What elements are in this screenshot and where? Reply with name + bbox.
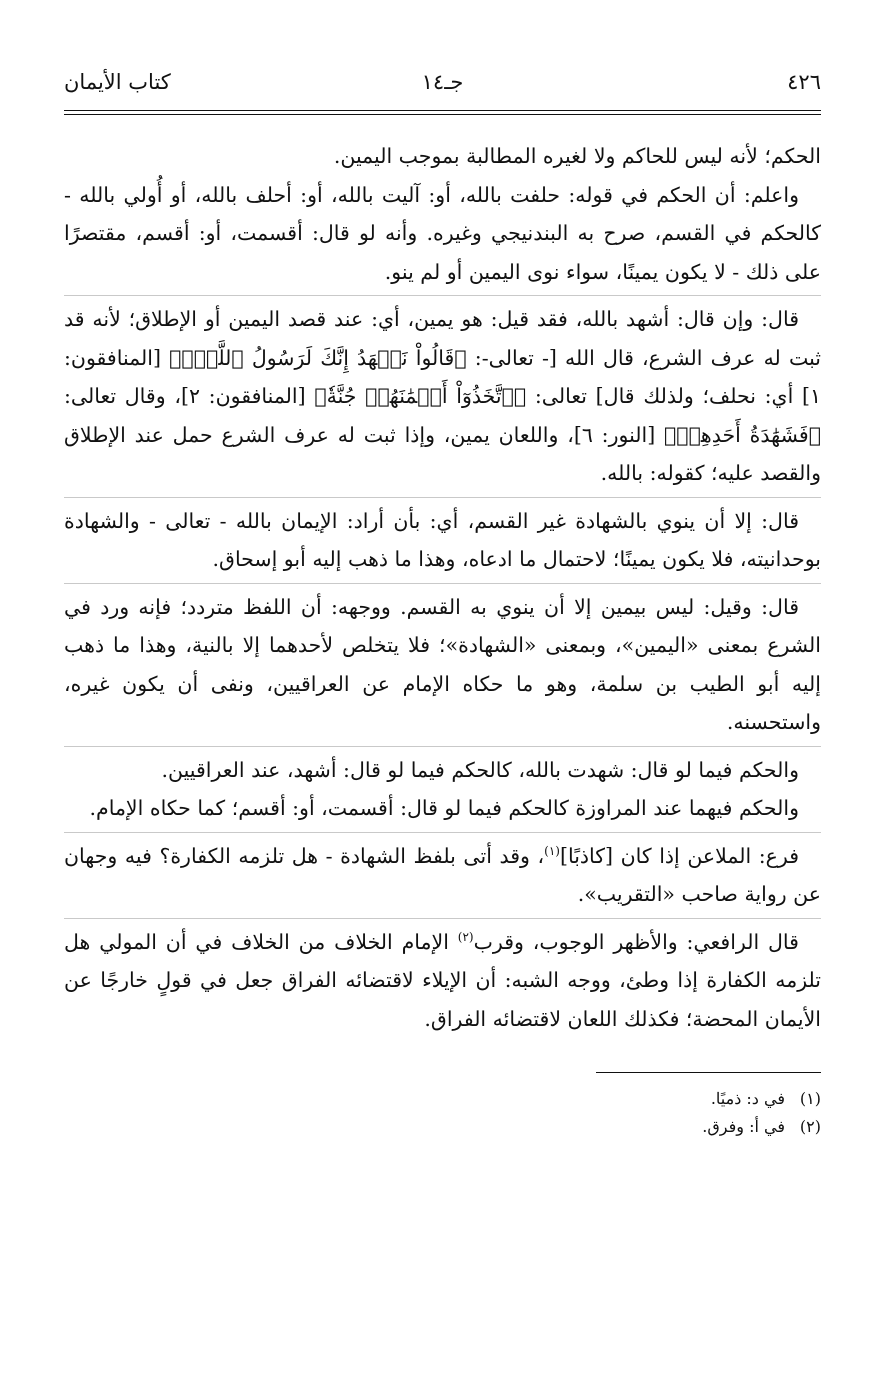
paragraph-far3 [64,832,821,914]
footnote-number: (١) [799,1089,821,1108]
footnote-divider [596,1072,821,1073]
book-page [64,62,821,1352]
volume-label: جـ١٤ [421,70,464,94]
main-text [64,137,821,1038]
paragraph: قال: إلا أن ينوي بالشهادة غير القسم، أي: بأن أراد: الإيمان بالله - تعالى - والشهادة بوحدانيته، فلا يكون يمينًا؛ لاحتمال ما ادعاه، وهذا ما ذهب إليه أبو إسحاق. [64,497,821,579]
paragraph: والحكم فيهما عند المراوزة كالحكم فيما لو قال: أقسمت، أو: أقسم؛ كما حكاه الإمام. [89,796,799,820]
paragraph-rafii [64,918,821,1039]
footnotes [64,1085,821,1141]
paragraph-text: فرع: الملاعن إذا كان [كاذبًا] [559,843,800,868]
paragraph: واعلم: أن الحكم في قوله: حلفت بالله، أو: آليت بالله، أو: أحلف بالله، أو أُولي بالله - كالحكم في القسم، صرح به البندنيجي وغيره. وأنه لو قال: أقسمت، أو: أقسم، مقتصرًا على ذلك - لا يكون يمينًا، سواء نوى اليمين أو لم ينو. [64,182,821,284]
paragraph-text: الإمام الخلاف من الخلاف في أن المولي هل تلزمه الكفارة إذا وطئ، ووجه الشبه: أن الإيلاء لاقتضائه الفراق جعل في قولٍ خارجًا عن الأيمان المحضة؛ فكذلك اللعان لاقتضائه الفراق. [64,929,821,1031]
paragraph-text: قال الرافعي: والأظهر الوجوب، وقرب [473,929,799,954]
paragraph: الحكم؛ لأنه ليس للحاكم ولا لغيره المطالبة بموجب اليمين. [333,144,821,168]
footnote-text: في أ: وفرق. [702,1117,785,1136]
footnote-text: في د: ذميًا. [710,1089,785,1108]
footnote-number: (٢) [799,1117,821,1136]
footnote [64,1085,821,1113]
footnote-marker[interactable]: (٢) [457,929,474,944]
paragraph: قال: وإن قال: أشهد بالله، فقد قيل: هو يمين، أي: عند قصد اليمين أو الإطلاق؛ لأنه قد ثبت له عرف الشرع، قال الله [- تعالى-: ﴿قَالُواْ نَشۡهَدُ إِنَّكَ لَرَسُولُ ٱللَّهِۗ﴾ [المنافقون: ١] أي: نحلف؛ ولذلك قال] تعالى: ﴿ٱتَّخَذُوٓاْ أَيۡمَٰنَهُمۡ جُنَّةٗ﴾ [المنافقون: ٢]، وقال تعالى: ﴿فَشَهَٰدَةُ أَحَدِهِمۡ﴾ [النور: ٦]، واللعان يمين، وإذا ثبت له عرف الشرع حمل عند الإطلاق والقصد عليه؛ كقوله: بالله. [64,295,821,493]
paragraph: قال: وقيل: ليس بيمين إلا أن ينوي به القسم. ووجهه: أن اللفظ متردد؛ فإنه ورد في الشرع بمعنى «اليمين»، وبمعنى «الشهادة»؛ فلا يتخلص لأحدهما إلا بالنية، وهذا ما ذهب إليه أبو الطيب بن سلمة، وهو ما حكاه الإمام عن العراقيين، ونفى أن يكون غيره، واستحسنه. [64,583,821,742]
paragraph-text: ، وقد أتى بلفظ الشهادة - هل تلزمه الكفارة؟ فيه وجهان عن رواية صاحب «التقريب». [64,843,821,906]
footnote [64,1113,821,1141]
footnote-marker[interactable]: (١) [544,843,560,858]
header-divider [64,110,821,115]
page-header [64,62,821,102]
running-title: كتاب الأيمان [64,70,171,94]
paragraph: والحكم فيما لو قال: شهدت بالله، كالحكم فيما لو قال: أشهد، عند العراقيين. [64,746,821,790]
page-number: ٤٢٦ [787,70,821,94]
